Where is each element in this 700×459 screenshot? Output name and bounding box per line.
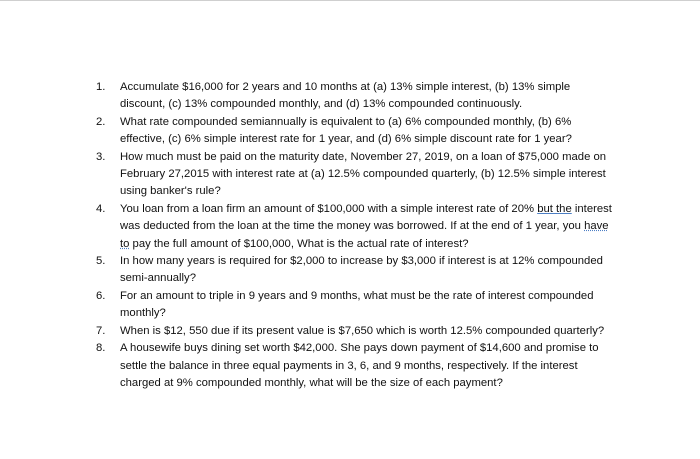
problem-8: [96, 340, 616, 392]
problem-text: How much must be paid on the maturity date, November 27, 2019, on a loan of $75,000 made on February 27,2015 with interest rate at (a) 12.5% compounded quarterly, (b) 12.5% simple interest using banker's rule?: [120, 150, 607, 198]
problem-number: 7.: [96, 324, 106, 337]
problem-text-part: interest was deducted from the loan at the time the money was borrowed. If at the end of 1 year, you: [120, 202, 612, 233]
problem-3: [96, 149, 616, 201]
problem-number: 1.: [96, 81, 106, 93]
underlined-phrase: but the: [537, 202, 572, 215]
problem-text: A housewife buys dining set worth $42,000. She pays down payment of $14,600 and promise to settle the balance in three equal payments in 3, 6, and 9 months, respectively. If the interest charged at 9% compounded monthly, what will be the size of each payment?: [120, 342, 599, 389]
problem-4: [96, 201, 616, 253]
problem-1: [96, 79, 616, 114]
problem-number: 6.: [96, 289, 106, 302]
problem-7: [96, 323, 616, 340]
problem-number: 2.: [96, 115, 106, 128]
problem-number: 4.: [96, 202, 106, 215]
underlined-phrase: have to: [120, 220, 609, 250]
problem-2: [96, 114, 616, 149]
problem-6: [96, 288, 616, 323]
problem-text: In how many years is required for $2,000 to increase by $3,000 if interest is at 12% compounded semi-annually?: [120, 255, 603, 285]
problem-list: [96, 79, 616, 392]
problem-text-part: pay the full amount of $100,000, What is the actual rate of interest?: [129, 237, 469, 250]
top-border: [0, 0, 700, 1]
problem-text: When is $12, 550 due if its present value is $7,650 which is worth 12.5% compounded quarterly?: [120, 324, 605, 337]
problem-5: [96, 253, 616, 288]
problem-number: 8.: [96, 342, 106, 355]
problem-text: Accumulate $16,000 for 2 years and 10 months at (a) 13% simple interest, (b) 13% simple discount, (c) 13% compounded monthly, and (d) 13% compounded continuously.: [120, 81, 571, 111]
problem-text: [120, 201, 616, 253]
problem-number: 5.: [96, 255, 106, 268]
problem-number: 3.: [96, 150, 106, 163]
problem-text-part: You loan from a loan firm an amount of $100,000 with a simple interest rate of 20%: [120, 202, 538, 215]
problem-text: What rate compounded semiannually is equivalent to (a) 6% compounded monthly, (b) 6% effective, (c) 6% simple interest rate for 1 year, and (d) 6% simple discount rate for 1 year?: [120, 115, 572, 146]
problem-text: For an amount to triple in 9 years and 9 months, what must be the rate of interest compounded monthly?: [120, 289, 594, 320]
document-body: [96, 79, 616, 392]
